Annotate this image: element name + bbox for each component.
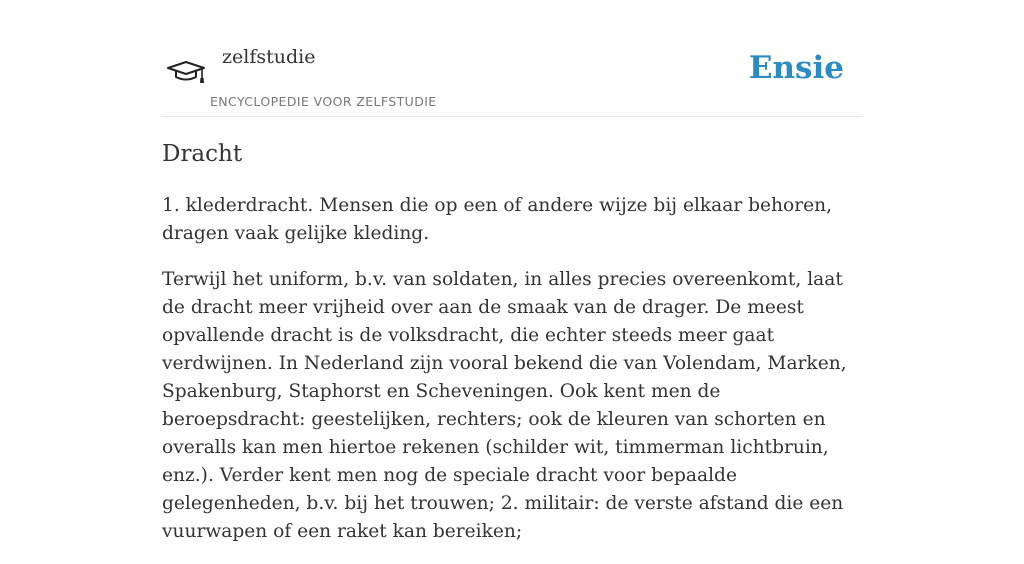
article-paragraph: Terwijl het uniform, b.v. van soldaten, in alles precies overeenkomt, laat de dracht meer vrijheid over aan de smaak van de drager. De meest opvallende dracht is de volksdracht, die echter steeds meer gaat verdwijnen. In Nederland zijn vooral bekend die van Volendam, Marken, Spakenburg, Staphorst en Scheveningen. Ook kent men de beroepsdracht: geestelijken, rechters; ook de kleuren van schorten en overalls kan men hiertoe rekenen (schilder wit, timmerman lichtbruin, enz.). Verder kent men nog de speciale dracht voor bepaalde gelegenheden, b.v. bij het trouwen; 2. militair: de verste afstand die een vuurwapen of een raket kan bereiken; (162, 269, 847, 542)
site-header (162, 40, 862, 117)
site-tagline: ENCYCLOPEDIE VOOR ZELFSTUDIE (210, 94, 437, 109)
ensie-brand-link[interactable]: Ensie (748, 50, 844, 86)
site-name-link[interactable]: zelfstudie (222, 46, 316, 68)
article-title: Dracht (162, 141, 243, 167)
article-paragraph: 1. klederdracht. Mensen die op een of andere wijze bij elkaar behoren, dragen vaak gelijke kleding. (162, 195, 832, 244)
graduation-cap-icon (164, 52, 208, 92)
site-logo[interactable] (164, 52, 208, 92)
article (162, 138, 864, 564)
